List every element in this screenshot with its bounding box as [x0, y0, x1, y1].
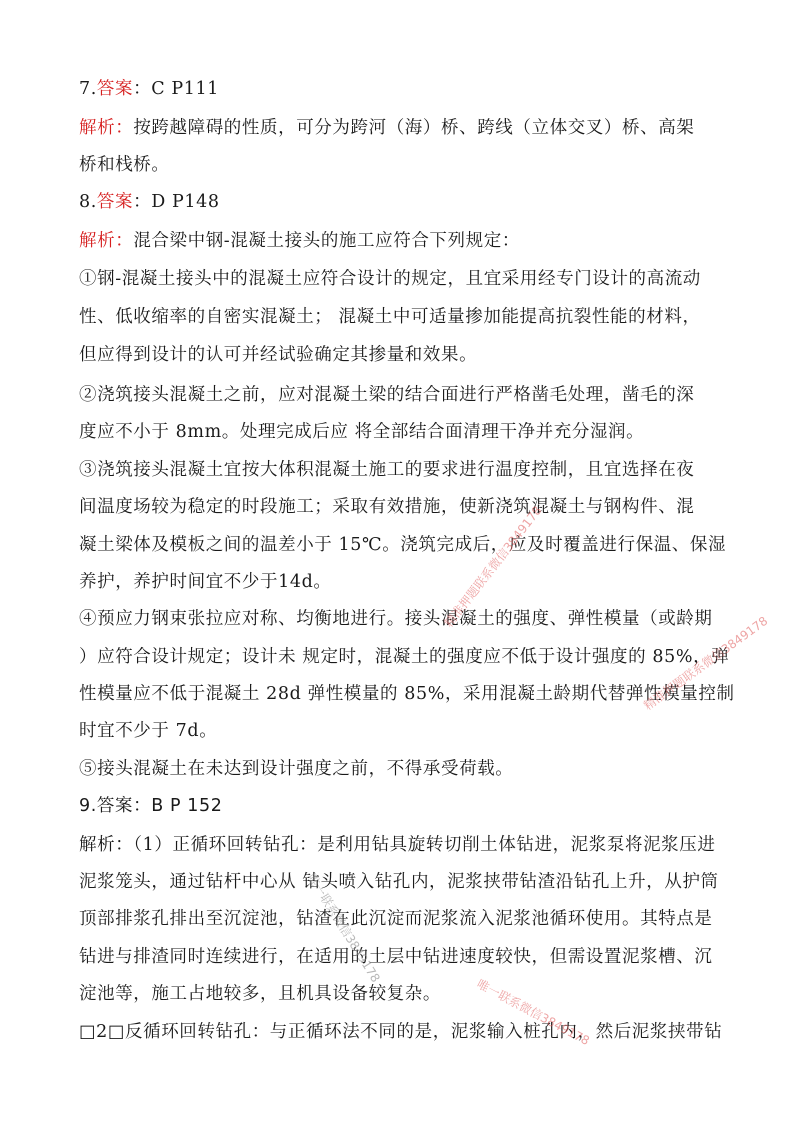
q8-item-line: ③浇筑接头混凝土宜按大体积混凝土施工的要求进行温度控制，且宜选择在夜 — [79, 460, 695, 480]
q8-item-line: 性、低收缩率的自密实混凝土； 混凝土中可适量掺加能提高抗裂性能的材料， — [79, 307, 701, 327]
q8-number: 8. — [79, 192, 97, 212]
q9-analysis-line: 解析：（1）正循环回转钻孔：是利用钻具旋转切削土体钻进，泥浆泵将泥浆压进 — [79, 835, 716, 855]
q8-item-line: 度应不小于 8mm。处理完成后应 将全部结合面清理干净并充分湿润。 — [79, 422, 645, 442]
watermark: 唯一联系微信3849178 — [304, 871, 383, 985]
q8-item-line: ⑤接头混凝土在未达到设计强度之前，不得承受荷载。 — [79, 759, 514, 779]
q9-analysis-line: 泥浆笼头，通过钻杆中心从 钻头喷入钻孔内，泥浆挟带钻渣沿钻孔上升，从护筒 — [79, 872, 719, 892]
q8-answer-heading — [79, 190, 759, 214]
q7-answer-value: ：C P111 — [133, 79, 219, 99]
q8-item-line: ②浇筑接头混凝土之前，应对混凝土梁的结合面进行严格凿毛处理，凿毛的深 — [79, 385, 695, 405]
watermark: 唯一联系微信3849178 — [474, 976, 592, 1049]
q8-item-line: 间温度场较为稳定的时段施工；采取有效措施，使新浇筑混凝土与钢构件、混 — [79, 497, 695, 517]
q7-answer-label: 答案 — [96, 79, 134, 99]
q7-analysis-line-1 — [79, 116, 759, 140]
q8-analysis-text: 混合梁中钢-混凝土接头的施工应符合下列规定： — [133, 231, 520, 251]
q8-item-line: 凝土梁体及模板之间的温差小于 15℃。浇筑完成后，应及时覆盖进行保温、保湿 — [79, 535, 727, 555]
q7-analysis-line-2: 桥和栈桥。 — [79, 155, 170, 175]
q8-item-line: 性模量应不低于混凝土 28d 弹性模量的 85%，采用混凝土龄期代替弹性模量控制 — [79, 684, 735, 704]
q8-item-line: 时宜不少于 7d。 — [79, 721, 218, 741]
q7-number: 7. — [79, 79, 97, 99]
q8-analysis-line-1 — [79, 229, 759, 253]
watermark: 精准押题联系微信3849178 — [641, 613, 771, 713]
q8-item-line: ）应符合设计规定；设计未 规定时，混凝土的强度应不低于设计强度的 85%，弹 — [79, 647, 730, 667]
q8-answer-label: 答案 — [96, 192, 134, 212]
q8-item-line: ①钢-混凝土接头中的混凝土应符合设计的规定，且宜采用经专门设计的高流动 — [79, 269, 701, 289]
q9-analysis-line: 淀池等，施工占地较多，且机具设备较复杂。 — [79, 984, 441, 1004]
q8-item-line: ④预应力钢束张拉应对称、均衡地进行。接头混凝土的强度、弹性模量（或龄期 — [79, 609, 713, 629]
q9-analysis-line: 钻进与排渣同时连续进行，在适用的土层中钻进速度较快，但需设置泥浆槽、沉 — [79, 947, 713, 967]
q9-analysis-line: □2□反循环回转钻孔：与正循环法不同的是，泥浆输入桩孔内，然后泥浆挟带钻 — [79, 1022, 723, 1042]
q7-analysis-label: 解析： — [79, 118, 134, 138]
q7-answer-heading — [79, 77, 759, 101]
watermark: 精准押题联系微信3849178 — [441, 503, 545, 630]
q8-item-line: 养护，养护时间宜不少于14d。 — [79, 572, 332, 592]
q8-answer-value: ：D P148 — [133, 192, 220, 212]
q7-analysis-text: 按跨越障碍的性质，可分为跨河（海）桥、跨线（立体交叉）桥、高架 — [133, 118, 695, 138]
q9-analysis-line: 顶部排浆孔排出至沉淀池，钻渣在此沉淀而泥浆流入泥浆池循环使用。其特点是 — [79, 909, 713, 929]
q8-item-line: 但应得到设计的认可并经试验确定其掺量和效果。 — [79, 345, 478, 365]
q8-analysis-label: 解析： — [79, 231, 134, 251]
q9-answer-heading: 9.答案：B P 152 — [79, 796, 223, 816]
